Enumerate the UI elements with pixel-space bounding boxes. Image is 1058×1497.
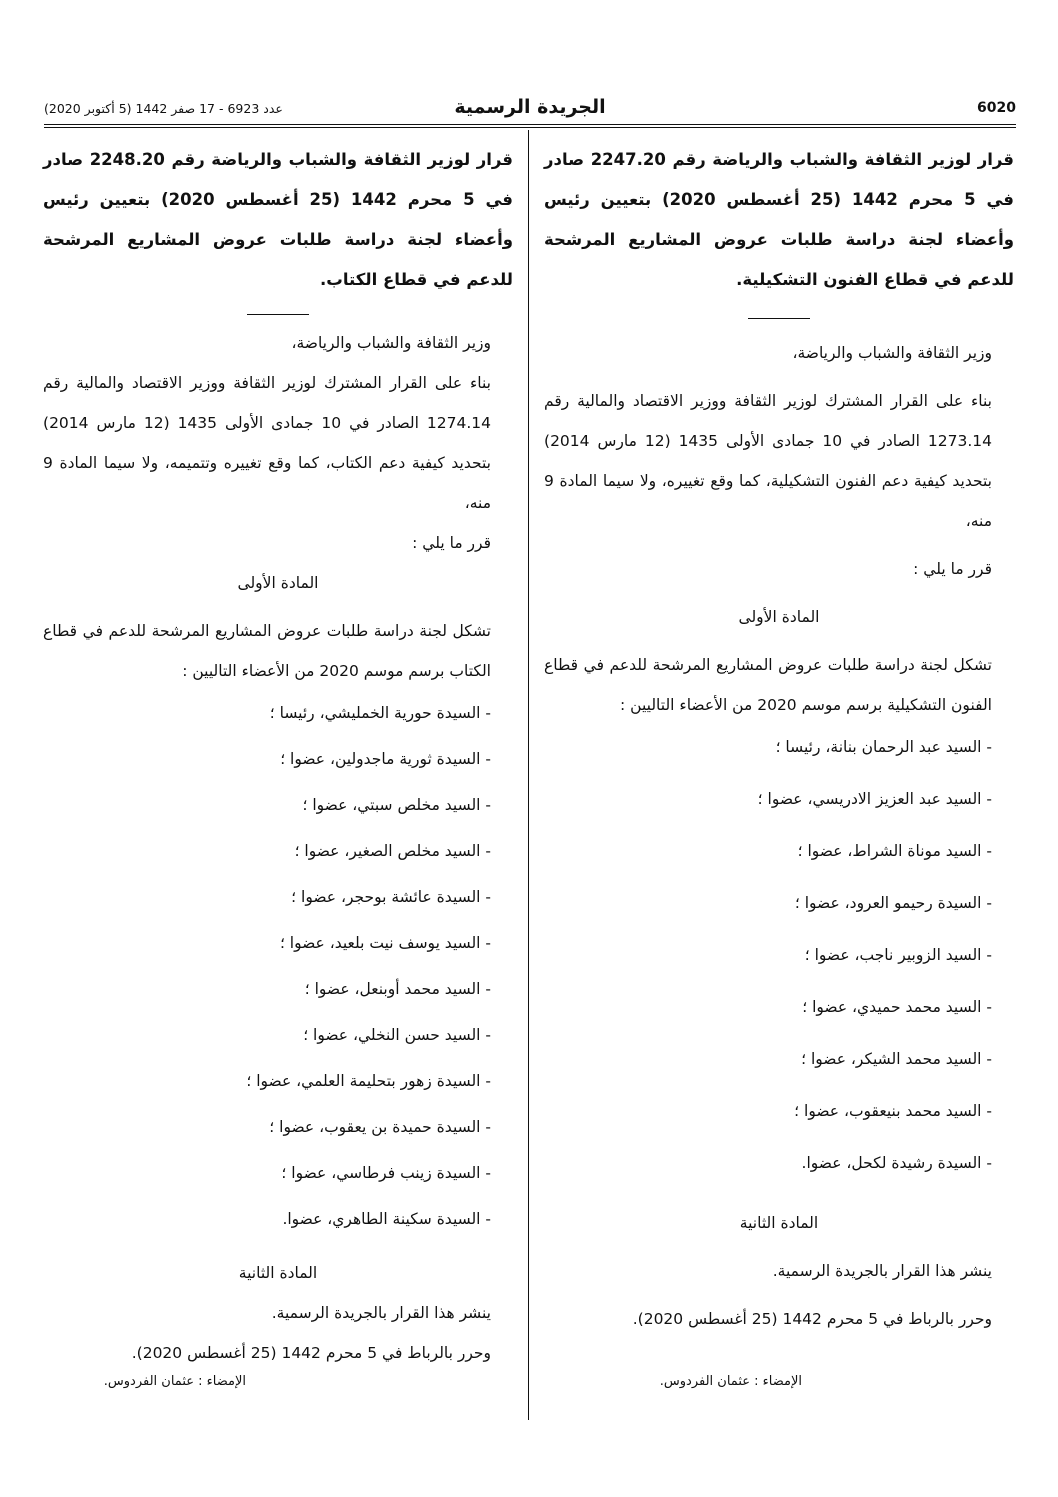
gazette-title: الجريدة الرسمية bbox=[454, 96, 606, 118]
signature: الإمضاء : عثمان الفردوس. bbox=[659, 1374, 802, 1389]
decree-title: قرار لوزير الثقافة والشباب والرياضة رقم 2248.20 صادر في 5 محرم 1442 (25 أغسطس 2020) بتعيين رئيس وأعضاء لجنة دراسة طلبات عروض المشاريع المرشحة للدعم في قطاع الكتاب. bbox=[43, 150, 513, 289]
list-item: - السيد محمد بنيعقوب، عضوا ؛ bbox=[794, 1102, 992, 1120]
list-item: - السيد عبد العزيز الادريسي، عضوا ؛ bbox=[757, 790, 992, 808]
preamble: بناء على القرار المشترك لوزير الثقافة ووزير الاقتصاد والمالية رقم 1273.14 الصادر في 10 جمادى الأولى 1435 (12 مارس 2014) بتحديد كيفية دعم الفنون التشكيلية، كما وقع تغييره، ولا سيما المادة 9 منه، bbox=[544, 392, 992, 530]
minister-line: وزير الثقافة والشباب والرياضة، bbox=[792, 344, 992, 362]
preamble: بناء على القرار المشترك لوزير الثقافة ووزير الاقتصاد والمالية رقم 1274.14 الصادر في 10 جمادى الأولى 1435 (12 مارس 2014) بتحديد كيفية دعم الكتاب، كما وقع تغييره وتتميمه، ولا سيما المادة 9 منه، bbox=[43, 374, 491, 512]
list-item: - السيدة عائشة بوحجر، عضوا ؛ bbox=[291, 888, 491, 906]
article-2-text: ينشر هذا القرار بالجريدة الرسمية. bbox=[271, 1304, 491, 1322]
list-item: - السيدة زينب فرطاسي، عضوا ؛ bbox=[281, 1164, 491, 1182]
members-list bbox=[544, 735, 1014, 1175]
list-item: - السيدة ثورية ماجدولين، عضوا ؛ bbox=[280, 750, 491, 768]
list-item: - السيد موناة الشراط، عضوا ؛ bbox=[797, 842, 992, 860]
list-item: - السيد حسن النخلي، عضوا ؛ bbox=[303, 1026, 491, 1044]
article-2-heading: المادة الثانية bbox=[739, 1214, 819, 1232]
list-item: - السيدة رشيدة لكحل، عضوا. bbox=[801, 1154, 992, 1172]
decides-line: قرر ما يلي : bbox=[412, 534, 491, 552]
list-item: - السيد محمد حميدي، عضوا ؛ bbox=[802, 998, 992, 1016]
article-1-heading: المادة الأولى bbox=[237, 574, 319, 592]
column-divider bbox=[528, 130, 529, 1420]
list-item: - السيد يوسف نيت بلعيد، عضوا ؛ bbox=[279, 934, 491, 952]
article-2-heading: المادة الثانية bbox=[238, 1264, 318, 1282]
article-1-text: تشكل لجنة دراسة طلبات عروض المشاريع المرشحة للدعم في قطاع الكتاب برسم موسم 2020 من الأعضاء التاليين : bbox=[43, 622, 491, 680]
signature: الإمضاء : عثمان الفردوس. bbox=[103, 1374, 246, 1389]
list-item: - السيدة حورية الخمليشي، رئيسا ؛ bbox=[269, 704, 491, 722]
title-separator bbox=[748, 318, 810, 319]
done-at-line: وحرر بالرباط في 5 محرم 1442 (25 أغسطس 2020). bbox=[632, 1310, 992, 1328]
page-header bbox=[44, 96, 1016, 122]
list-item: - السيد مخلص سبتي، عضوا ؛ bbox=[302, 796, 491, 814]
decree-column-left bbox=[43, 140, 513, 1373]
list-item: - السيد عبد الرحمان بنانة، رئيسا ؛ bbox=[775, 738, 992, 756]
list-item: - السيدة سكينة الطاهري، عضوا. bbox=[282, 1210, 491, 1228]
done-at-line: وحرر بالرباط في 5 محرم 1442 (25 أغسطس 2020). bbox=[131, 1344, 491, 1362]
list-item: - السيد محمد أوبنعل، عضوا ؛ bbox=[304, 980, 491, 998]
minister-line: وزير الثقافة والشباب والرياضة، bbox=[291, 334, 491, 352]
article-1-text: تشكل لجنة دراسة طلبات عروض المشاريع المرشحة للدعم في قطاع الفنون التشكيلية برسم موسم 2020 من الأعضاء التاليين : bbox=[544, 656, 992, 714]
header-rule bbox=[44, 124, 1016, 125]
decree-title: قرار لوزير الثقافة والشباب والرياضة رقم 2247.20 صادر في 5 محرم 1442 (25 أغسطس 2020) بتعيين رئيس وأعضاء لجنة دراسة طلبات عروض المشاريع المرشحة للدعم في قطاع الفنون التشكيلية. bbox=[544, 150, 1014, 289]
title-separator bbox=[247, 314, 309, 315]
list-item: - السيد محمد الشيكر، عضوا ؛ bbox=[801, 1050, 992, 1068]
list-item: - السيد مخلص الصغير، عضوا ؛ bbox=[294, 842, 491, 860]
article-1-heading: المادة الأولى bbox=[738, 608, 820, 626]
decree-column-right bbox=[544, 140, 1014, 1339]
page-number: 6020 bbox=[977, 100, 1016, 116]
list-item: - السيد الزوبير ناجب، عضوا ؛ bbox=[804, 946, 992, 964]
header-rule-secondary bbox=[44, 127, 1016, 128]
issue-info: عدد 6923 - 17 صفر 1442 (5 أكتوبر 2020) bbox=[44, 101, 283, 116]
decides-line: قرر ما يلي : bbox=[913, 560, 992, 578]
article-2-text: ينشر هذا القرار بالجريدة الرسمية. bbox=[772, 1262, 992, 1280]
list-item: - السيدة حميدة بن يعقوب، عضوا ؛ bbox=[269, 1118, 491, 1136]
members-list bbox=[43, 701, 513, 1231]
list-item: - السيدة رحيمو العرود، عضوا ؛ bbox=[794, 894, 992, 912]
list-item: - السيدة زهور بتحليمة العلمي، عضوا ؛ bbox=[246, 1072, 491, 1090]
